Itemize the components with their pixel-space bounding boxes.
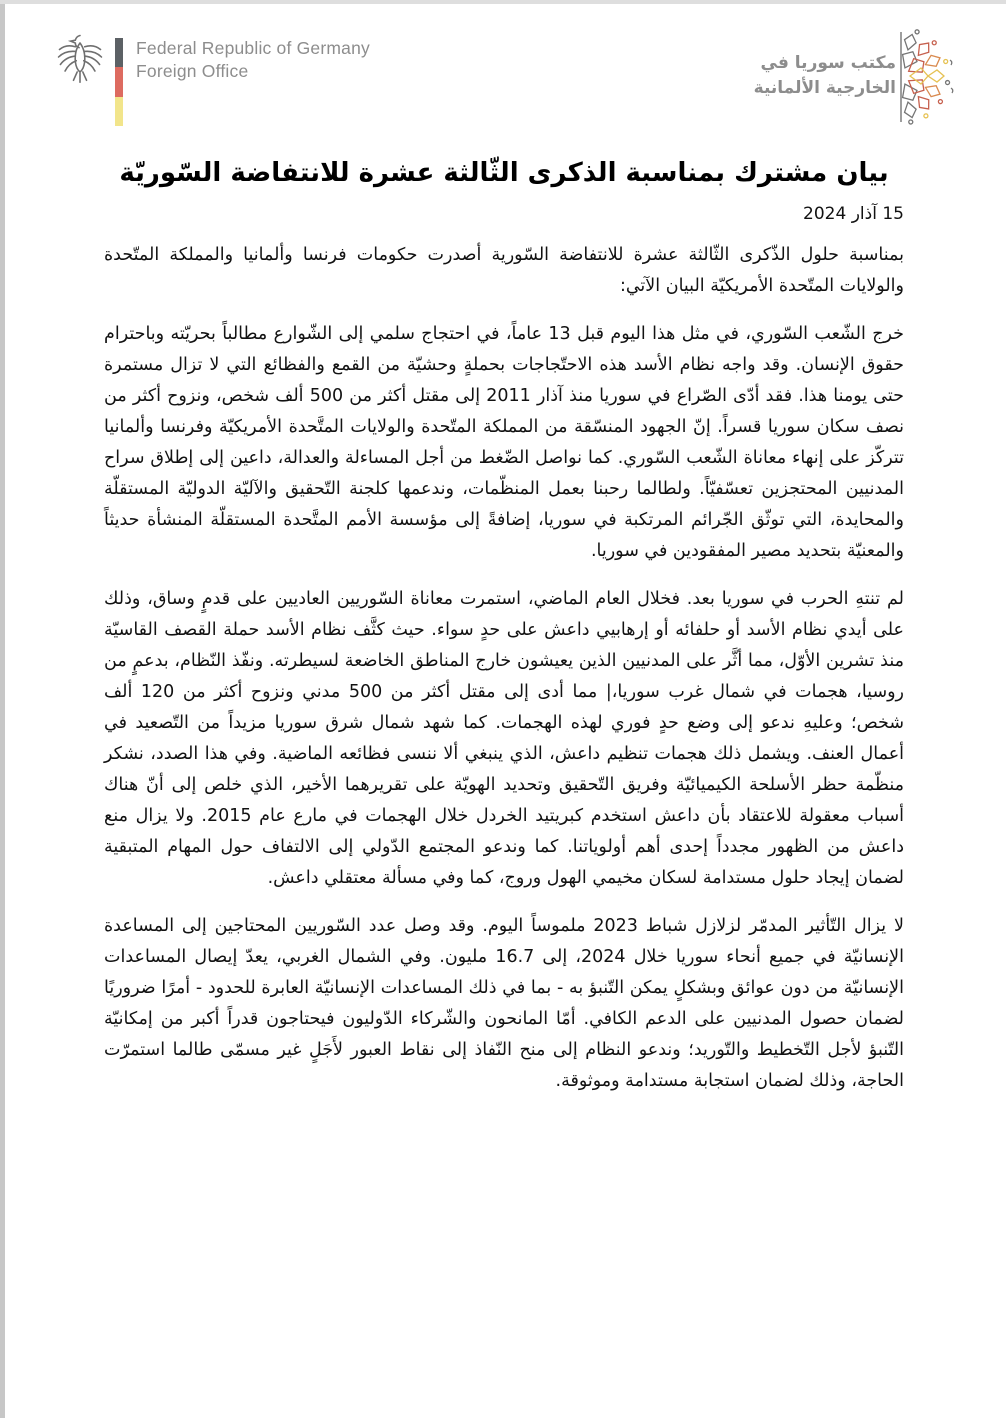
syria-office-logo	[750, 24, 956, 128]
paragraph-ongoing-war: لم تنتهِ الحرب في سوريا بعد. فخلال العام الماضي، استمرت معاناة السّوريين العاديين على قدمٍ وساق، وذلك على أيدي نظام الأسد أو حلفائه أو إرهابيي داعش على حدٍ سواء. حيث كثَّف نظام الأسد حملة القصف القاسيّة منذ تشرين الأوّل، مما أثَّر على المدنيين الذين يعيشون خارج المناطق الخاضعة لسيطرته. ونفّذ النّظام، بدعمٍ من روسيا، هجمات في شمال غرب سوريا،| مما أدى إلى مقتل أكثر من 500 مدني ونزوح أكثر من 120 ألف شخص؛ وعليهِ ندعو إلى وضع حدٍ فوري لهذه الهجمات. كما شهد شمال شرق سوريا مزيداً من التّصعيد في أعمال العنف. ويشمل ذلك هجمات تنظيم داعش، الذي ينبغي ألا ننسى فظائعه الماضية. وفي هذا الصدد، نشكر منظّمة حظر الأسلحة الكيميائيّة وفريق التّحقيق وتحديد الهويّة على تقريرهما الأخير، الذي خلص إلى أنّ هناك أسباب معقولة للاعتقاد بأن داعش استخدم كبريتيد الخردل خلال الهجمات في مارع عام 2015. ولا يزال منع داعش من الظهور مجدداً إحدى أهم أولوياتنا. كما وندعو المجتمع الدّولي إلى الالتفاف حول المهام المتبقية لضمان إيجاد حلول مستدامة لسكان مخيمي الهول وروج، كما وفي مسألة معتقلي داعش.	[104, 589, 905, 888]
flag-stripe-red	[115, 67, 123, 96]
syria-office-name-line1: مكتب سوريا في	[760, 52, 896, 73]
german-flag-bar	[115, 38, 123, 126]
page-edge-artifact-left	[0, 0, 5, 1418]
page-edge-artifact-top	[0, 0, 1006, 4]
syria-office-name-line2: الخارجية الألمانية	[753, 78, 896, 98]
flag-stripe-gold	[115, 97, 123, 126]
federal-eagle-icon	[52, 28, 108, 86]
geometric-rosette-icon	[896, 24, 956, 128]
german-foreign-office-logo	[52, 28, 370, 126]
gov-name	[136, 28, 370, 83]
statement-date: 15 آذار 2024	[803, 204, 904, 224]
paragraph-intro: بمناسبة حلول الذّكرى الثّالثة عشرة للانتفاضة السّورية أصدرت حكومات فرنسا وألمانيا والمملكة المتّحدة والولايات المتّحدة الأمريكيّة البيان الآتي:	[104, 245, 904, 296]
gov-name-line2: Foreign Office	[136, 61, 249, 82]
federal-eagle-strokes	[59, 36, 102, 83]
flag-stripe-black	[115, 38, 123, 67]
paragraph-humanitarian-aid: لا يزال التّأثير المدمّر لزلازل شباط 2023 ملموساً اليوم. وقد وصل عدد السّوريين المحتاجين إلى المساعدة الإنسانيّة في جميع أنحاء سوريا خلال 2024، إلى 16.7 مليون. وفي الشمال الغربي، يعدّ إيصال المساعدات الإنسانيّة من دون عوائق وبشكلٍ يمكن التّنبؤ به - بما في ذلك المساعدات الإنسانيّة العابرة للحدود - أمرًا ضروريًا لضمان حصول المدنيين على الدعم الكافي. أمّا المانحون والشّركاء الدّوليون فيحتاجون قدراً أكبر من إمكانيّة التّنبؤ لأجل التّخطيط والتّوريد؛ وندعو النظام إلى منح النّفاذ إلى نقاط العبور لأَجَلٍ غير مسمّى طالما استمرّت الحاجة، وذلك لضمان استجابة مستدامة وموثوقة.	[104, 916, 904, 1091]
rosette-orange-petals	[923, 52, 943, 99]
gov-name-line1: Federal Republic of Germany	[136, 38, 370, 58]
paragraph-uprising-anniversary: خرج الشّعب السّوري، في مثل هذا اليوم قبل 13 عاماً، في احتجاج سلمي إلى الشّوارع مطالباً بحريّته وباحترام حقوق الإنسان. وقد واجه نظام الأسد هذه الاحتّجاجات بحملةٍ وحشيّة من القمع والفظائع التي لا تزال مستمرة حتى يومنا هذا. فقد أدّى الصّراع في سوريا منذ آذار 2011 إلى مقتل أكثر من 500 ألف شخص، ونزوح أكثر من نصف سكان سوريا قسراً. إنّ الجهود المنسّقة من المملكة المتّحدة والولايات المتَّحدة الأمريكيّة وفرنسا وألمانيا تتركّز على إنهاء معاناة الشّعب السّوري. كما نواصل الضّغط من أجل المساءلة والعدالة، داعين إلى إطلاق سراح المدنيين المحتجزين تعسّفيّاً. ولطالما رحبنا بعمل المنظّمات، وندعمها كلجنة التّحقيق والآليّة الدوليّة المستقلّة والمحايدة، التي توثّق الجّرائم المرتكبة في سوريا، إضافةً إلى مؤسسة الأمم المتَّحدة المستقلّة المنشأة حديثاً والمعنيّة بتحديد مصير المفقودين في سوريا.	[104, 324, 904, 561]
syria-office-name	[754, 51, 896, 102]
statement-body	[104, 158, 904, 1114]
statement-title: بيان مشترك بمناسبة الذكرى الثّالثة عشرة للانتفاضة السّوريّة	[119, 158, 889, 188]
